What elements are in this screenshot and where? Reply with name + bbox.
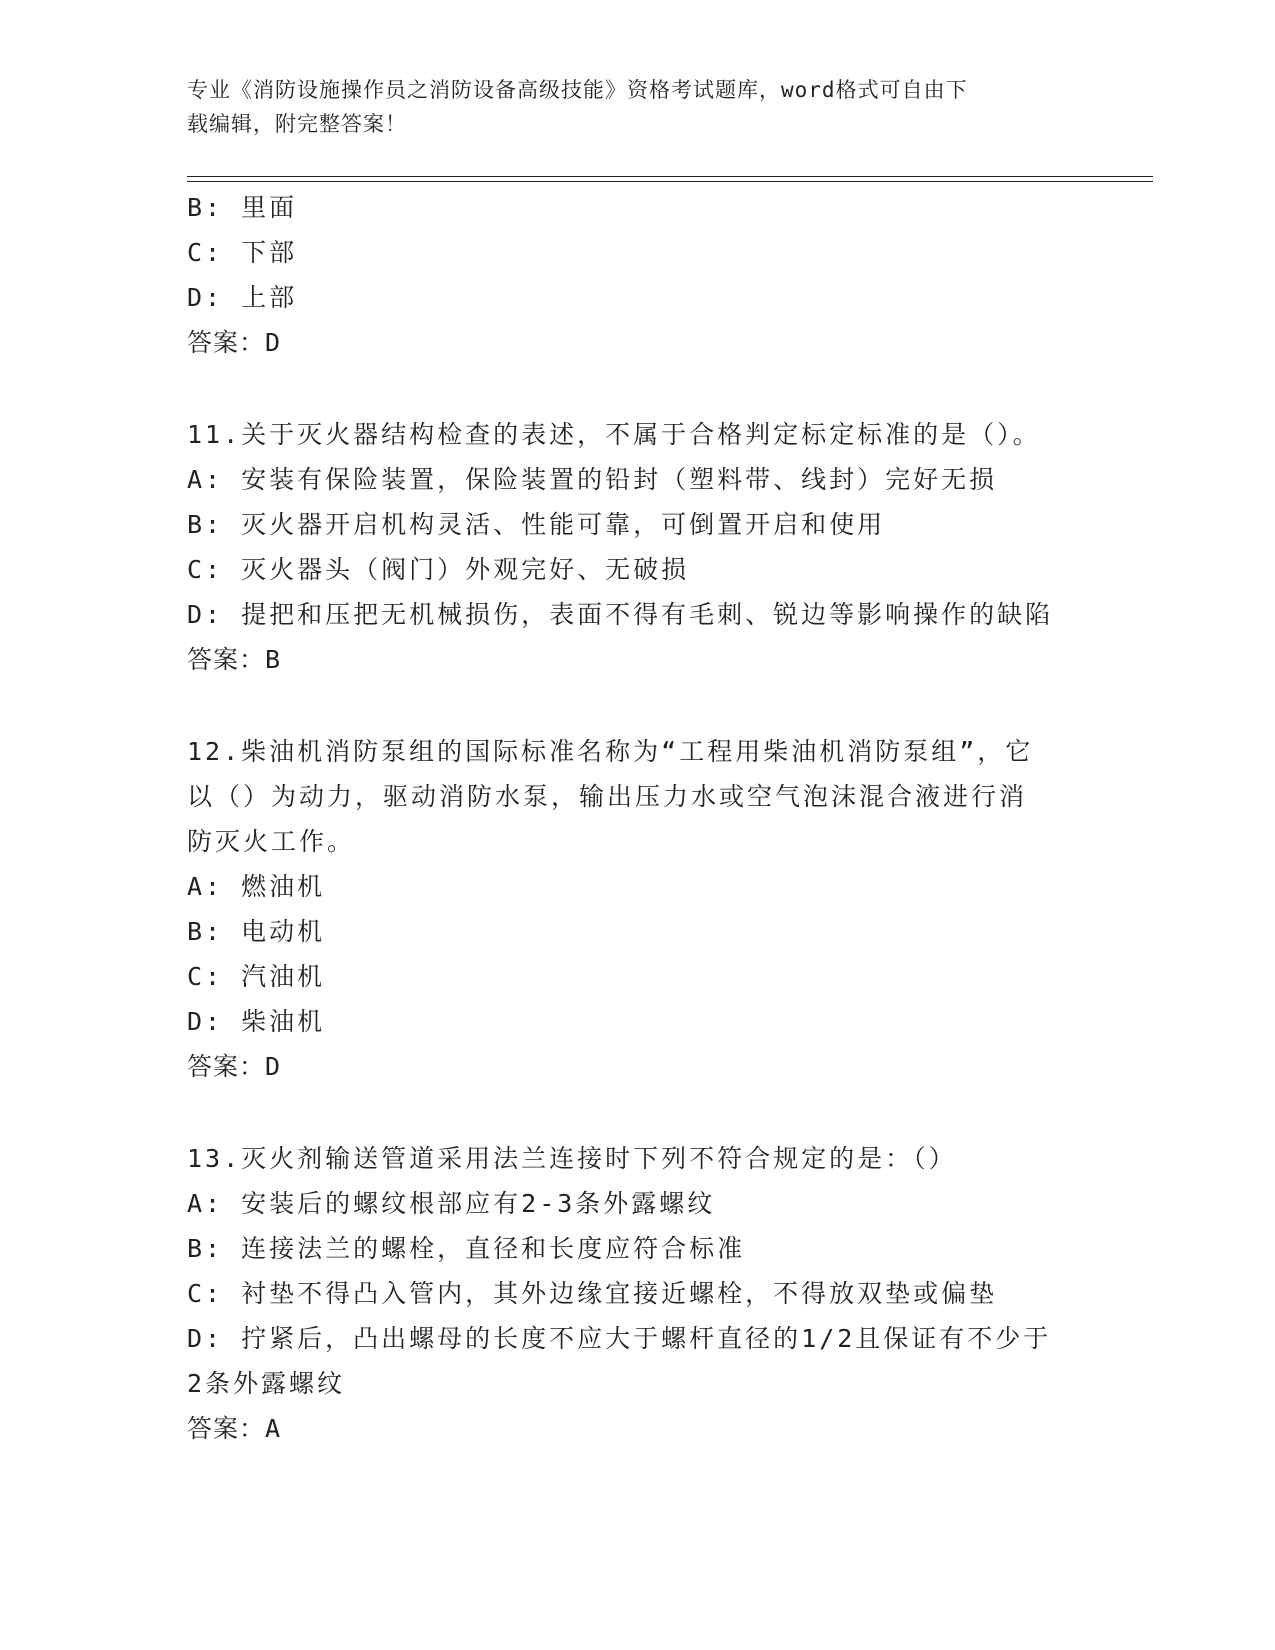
q11-option-a: A: 安装有保险装置，保险装置的铅封（塑料带、线封）完好无损 xyxy=(187,465,998,494)
q13-option-a: A: 安装后的螺纹根部应有2-3条外露螺纹 xyxy=(187,1189,716,1218)
header-rule-bottom xyxy=(187,181,1153,182)
q13-option-d-line-1: D: 拧紧后，凸出螺母的长度不应大于螺杆直径的1/2且保证有不少于 xyxy=(187,1324,1052,1353)
q13-stem: 13.灭火剂输送管道采用法兰连接时下列不符合规定的是：（） xyxy=(187,1144,957,1173)
q13-answer: 答案：A xyxy=(187,1414,282,1443)
q12-stem-line-1: 12.柴油机消防泵组的国际标准名称为“工程用柴油机消防泵组”，它 xyxy=(187,737,1034,766)
q13-option-b: B: 连接法兰的螺栓，直径和长度应符合标准 xyxy=(187,1234,746,1263)
q11-answer: 答案：B xyxy=(187,645,282,674)
header-line-2: 载编辑，附完整答案！ xyxy=(187,112,407,136)
q10-answer: 答案：D xyxy=(187,328,282,357)
q13-option-d-line-2: 2条外露螺纹 xyxy=(187,1369,346,1398)
q10-option-d: D: 上部 xyxy=(187,283,298,312)
q12-option-a: A: 燃油机 xyxy=(187,872,326,901)
q12-answer: 答案：D xyxy=(187,1052,282,1081)
q11-option-c: C: 灭火器头（阀门）外观完好、无破损 xyxy=(187,555,690,584)
q12-option-d: D: 柴油机 xyxy=(187,1007,326,1036)
q11-option-b: B: 灭火器开启机构灵活、性能可靠，可倒置开启和使用 xyxy=(187,510,886,539)
q11-option-d: D: 提把和压把无机械损伤，表面不得有毛刺、锐边等影响操作的缺陷 xyxy=(187,600,1054,629)
q12-stem-line-2: 以（）为动力，驱动消防水泵，输出压力水或空气泡沫混合液进行消 xyxy=(187,782,1028,811)
header-rule-top xyxy=(187,176,1153,177)
q11-stem: 11.关于灭火器结构检查的表述，不属于合格判定标定标准的是（）。 xyxy=(187,420,1041,449)
header-line-1: 专业《消防设施操作员之消防设备高级技能》资格考试题库，word格式可自由下 xyxy=(187,78,968,102)
document-header xyxy=(187,73,1067,141)
q12-option-b: B: 电动机 xyxy=(187,917,326,946)
q12-stem-line-3: 防灭火工作。 xyxy=(187,827,356,856)
q10-option-c: C: 下部 xyxy=(187,238,298,267)
q10-option-b: B: 里面 xyxy=(187,193,298,222)
q13-option-c: C: 衬垫不得凸入管内，其外边缘宜接近螺栓，不得放双垫或偏垫 xyxy=(187,1279,998,1308)
q12-option-c: C: 汽油机 xyxy=(187,962,326,991)
